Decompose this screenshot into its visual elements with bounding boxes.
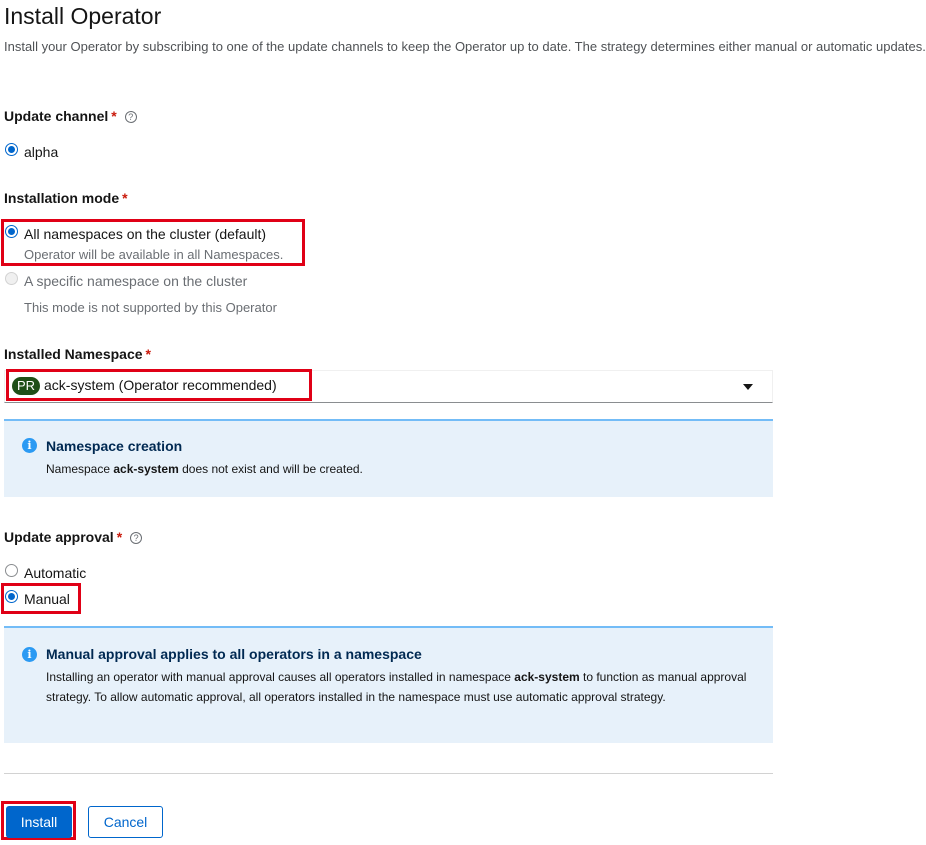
update-channel-label-text: Update channel [4,108,109,124]
required-mark: * [111,108,117,124]
install-button[interactable]: Install [6,806,72,838]
required-mark: * [122,190,128,206]
divider [4,773,773,774]
info-icon: i [22,647,37,662]
installation-mode-label-text: Installation mode [4,190,120,206]
installed-namespace-label [4,346,151,362]
page-intro: Install your Operator by subscribing to one of the update channels to keep the Operator up to date. The strategy determines either manual or automatic updates. [4,39,926,54]
namespace-creation-alert [4,419,773,497]
namespace-alert-body [46,460,363,480]
cancel-button[interactable]: Cancel [88,806,163,838]
radio-specific-namespace[interactable] [5,272,18,285]
radio-alpha[interactable] [5,143,18,156]
highlight-manual [1,583,81,614]
help-icon[interactable]: ? [130,532,142,544]
namespace-alert-title: Namespace creation [46,438,183,454]
radio-manual-label[interactable]: Manual [24,591,70,607]
required-mark: * [116,529,123,545]
approval-alert-body-strong: ack-system [514,670,580,684]
caret-down-icon[interactable] [743,384,753,390]
namespace-select-value[interactable]: ack-system (Operator recommended) [44,377,277,393]
radio-all-namespaces-description: Operator will be available in all Namespaces. [24,247,284,262]
approval-alert-body [46,668,758,707]
update-approval-label-text: Update approval [4,529,114,545]
help-icon[interactable]: ? [125,111,137,123]
installation-mode-label [4,190,128,206]
info-icon: i [22,438,37,453]
radio-specific-namespace-description: This mode is not supported by this Operator [24,300,277,315]
installed-namespace-label-text: Installed Namespace [4,346,143,362]
required-mark: * [145,346,151,362]
highlight-namespace-select [6,369,312,401]
namespace-alert-body-suffix: does not exist and will be created. [178,462,363,476]
approval-alert-body-suffix: to function as manual approval strategy. To allow automatic approval, all operators installed in the namespace must use automatic approval strategy. [46,670,747,704]
namespace-alert-body-strong: ack-system [113,462,179,476]
namespace-alert-body-prefix: Namespace [46,462,114,476]
approval-alert-body-prefix: Installing an operator with manual approval causes all operators installed in namespace [46,670,515,684]
update-channel-label [4,108,137,124]
radio-alpha-label[interactable]: alpha [24,144,59,160]
project-badge: PR [12,377,40,395]
page-title: Install Operator [4,3,162,29]
approval-alert-title: Manual approval applies to all operators in a namespace [46,646,422,662]
radio-automatic-label[interactable]: Automatic [24,565,87,581]
radio-all-namespaces[interactable] [5,225,18,238]
radio-all-namespaces-label[interactable]: All namespaces on the cluster (default) [24,226,267,242]
radio-automatic[interactable] [5,564,18,577]
update-approval-label [4,529,142,545]
radio-specific-namespace-label[interactable]: A specific namespace on the cluster [24,273,248,289]
